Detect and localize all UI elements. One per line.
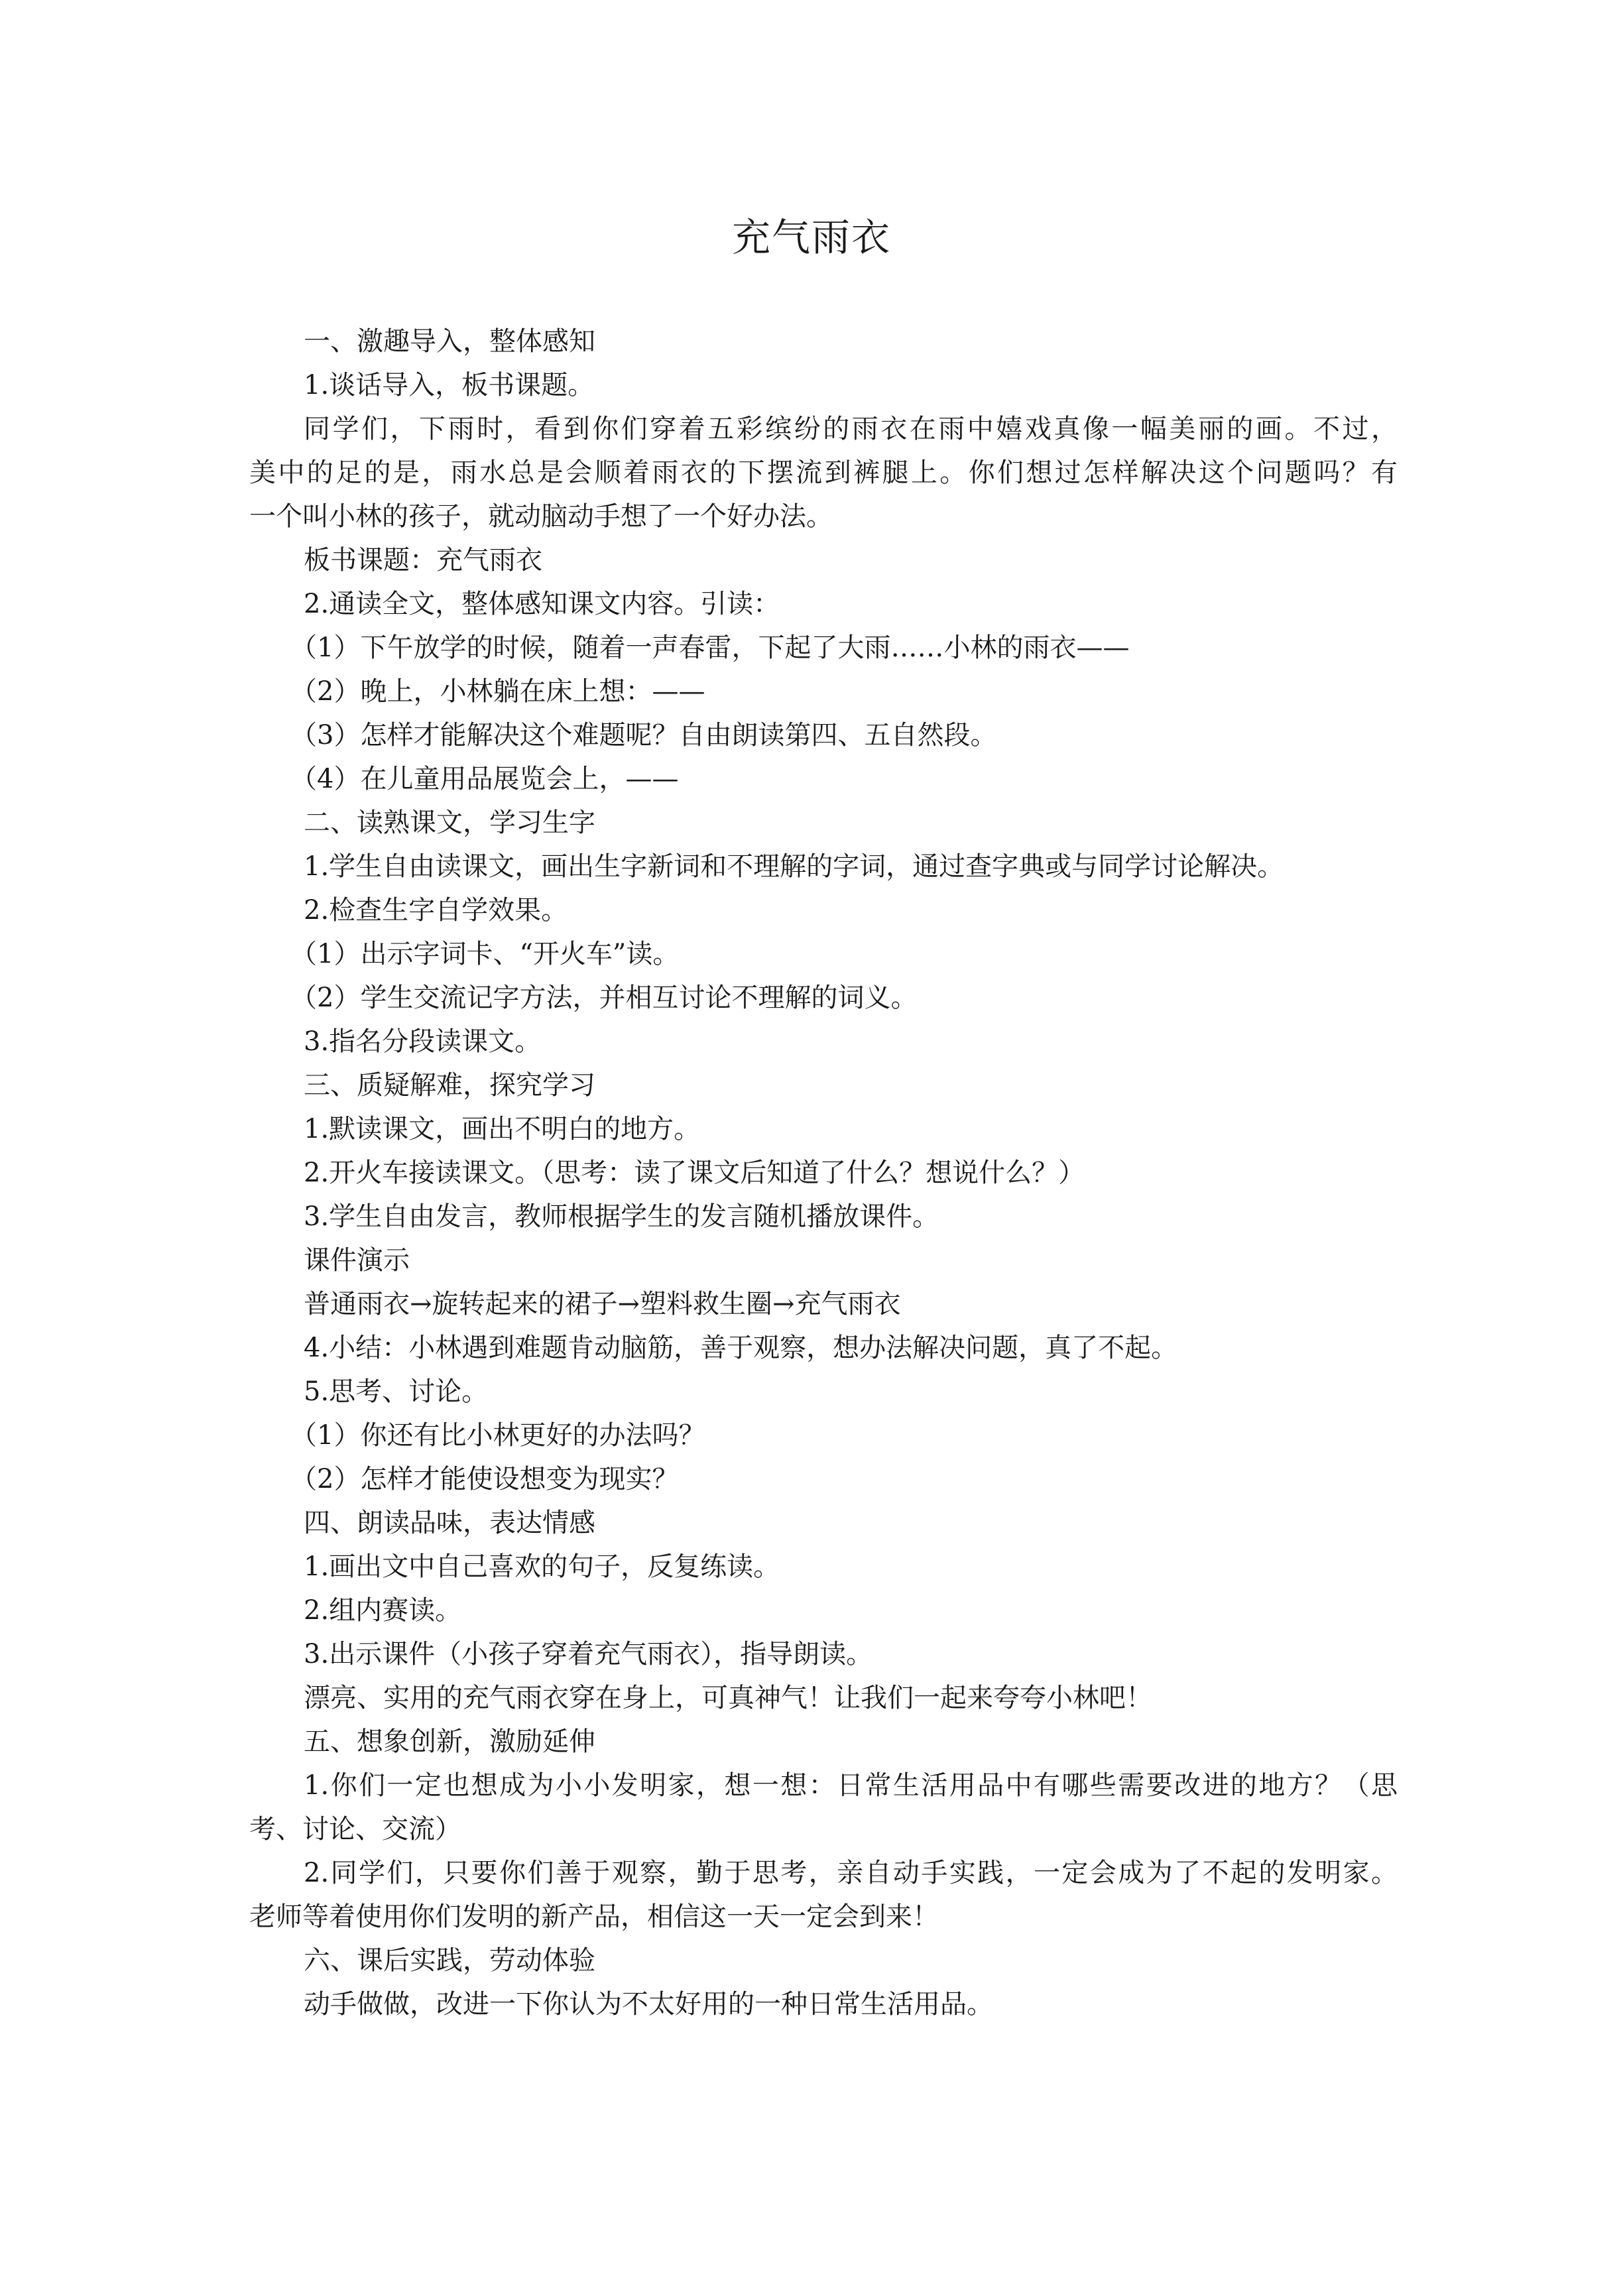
document-title: 充气雨衣 — [731, 215, 891, 260]
text-line: 1.画出文中自己喜欢的句子，反复练读。 — [304, 1551, 780, 1582]
paragraph — [249, 407, 1398, 538]
sub-item: （2）学生交流记字方法，并相互讨论不理解的词义。 — [290, 983, 918, 1013]
text-line: 5.思考、讨论。 — [304, 1376, 489, 1407]
text-line: 4.小结：小林遇到难题肯动脑筋，善于观察，想办法解决问题，真了不起。 — [304, 1333, 1178, 1363]
text-line: 2.组内赛读。 — [304, 1595, 462, 1626]
text-line: 课件演示 — [304, 1245, 410, 1276]
section-heading: 四、朗读品味，表达情感 — [304, 1508, 595, 1538]
sub-item: （4）在儿童用品展览会上，—— — [290, 764, 679, 794]
section-heading: 三、质疑解难，探究学习 — [304, 1070, 595, 1101]
section-heading: 六、课后实践，劳动体验 — [304, 1945, 595, 1976]
text-line: 板书课题：充气雨衣 — [304, 545, 542, 575]
sub-item: （1）出示字词卡、“开火车”读。 — [290, 939, 680, 969]
text-line: 3.出示课件（小孩子穿着充气雨衣），指导朗读。 — [304, 1639, 873, 1669]
text-line: 2.检查生字自学效果。 — [304, 895, 568, 926]
text-line: 3.指名分段读课文。 — [304, 1026, 542, 1057]
section-heading: 二、读熟课文，学习生字 — [304, 808, 595, 838]
sub-item: （1）你还有比小林更好的办法吗？ — [290, 1420, 705, 1451]
paragraph — [249, 1851, 1398, 1939]
paragraph — [249, 1764, 1398, 1851]
text-line: 动手做做，改进一下你认为不太好用的一种日常生活用品。 — [304, 1989, 993, 2020]
text-line: 2.开火车接读课文。（思考：读了课文后知道了什么？想说什么？） — [304, 1158, 1085, 1188]
section-heading: 一、激趣导入，整体感知 — [304, 326, 595, 357]
sub-item: （3）怎样才能解决这个难题呢？自由朗读第四、五自然段。 — [290, 720, 997, 751]
text-line: 漂亮、实用的充气雨衣穿在身上，可真神气！让我们一起来夸夸小林吧！ — [304, 1683, 1152, 1713]
text-line: 1.谈话导入，板书课题。 — [304, 370, 595, 400]
paragraph-line: 1.你们一定也想成为小小发明家，想一想：日常生活用品中有哪些需要改进的地方？（思 — [304, 1770, 1398, 1801]
sub-item: （2）怎样才能使设想变为现实？ — [290, 1464, 679, 1494]
text-line: 2.通读全文，整体感知课文内容。引读： — [304, 589, 780, 619]
text-line: 1.学生自由读课文，画出生字新词和不理解的字词，通过查字典或与同学讨论解决。 — [304, 851, 1284, 882]
paragraph-line: 同学们，下雨时，看到你们穿着五彩缤纷的雨衣在雨中嬉戏真像一幅美丽的画。不过， — [304, 414, 1398, 444]
section-heading: 五、想象创新，激励延伸 — [304, 1726, 595, 1757]
paragraph-line: 考、讨论、交流） — [249, 1814, 461, 1844]
text-line: 3.学生自由发言，教师根据学生的发言随机播放课件。 — [304, 1201, 939, 1232]
paragraph-line: 老师等着使用你们发明的新产品，相信这一天一定会到来！ — [249, 1902, 939, 1932]
paragraph-line: 一个叫小林的孩子，就动脑动手想了一个好办法。 — [249, 501, 833, 532]
text-line: 普通雨衣→旋转起来的裙子→塑料救生圈→充气雨衣 — [304, 1289, 901, 1319]
sub-item: （2）晚上，小林躺在床上想：—— — [290, 676, 705, 707]
sub-item: （1）下午放学的时候，随着一声春雷，下起了大雨……小林的雨衣—— — [290, 633, 1130, 663]
paragraph-line: 美中的足的是，雨水总是会顺着雨衣的下摆流到裤腿上。你们想过怎样解决这个问题吗？有 — [249, 457, 1398, 488]
document-body — [249, 320, 1398, 2026]
paragraph-line: 2.同学们，只要你们善于观察，勤于思考，亲自动手实践，一定会成为了不起的发明家。 — [304, 1858, 1398, 1888]
text-line: 1.默读课文，画出不明白的地方。 — [304, 1114, 701, 1144]
